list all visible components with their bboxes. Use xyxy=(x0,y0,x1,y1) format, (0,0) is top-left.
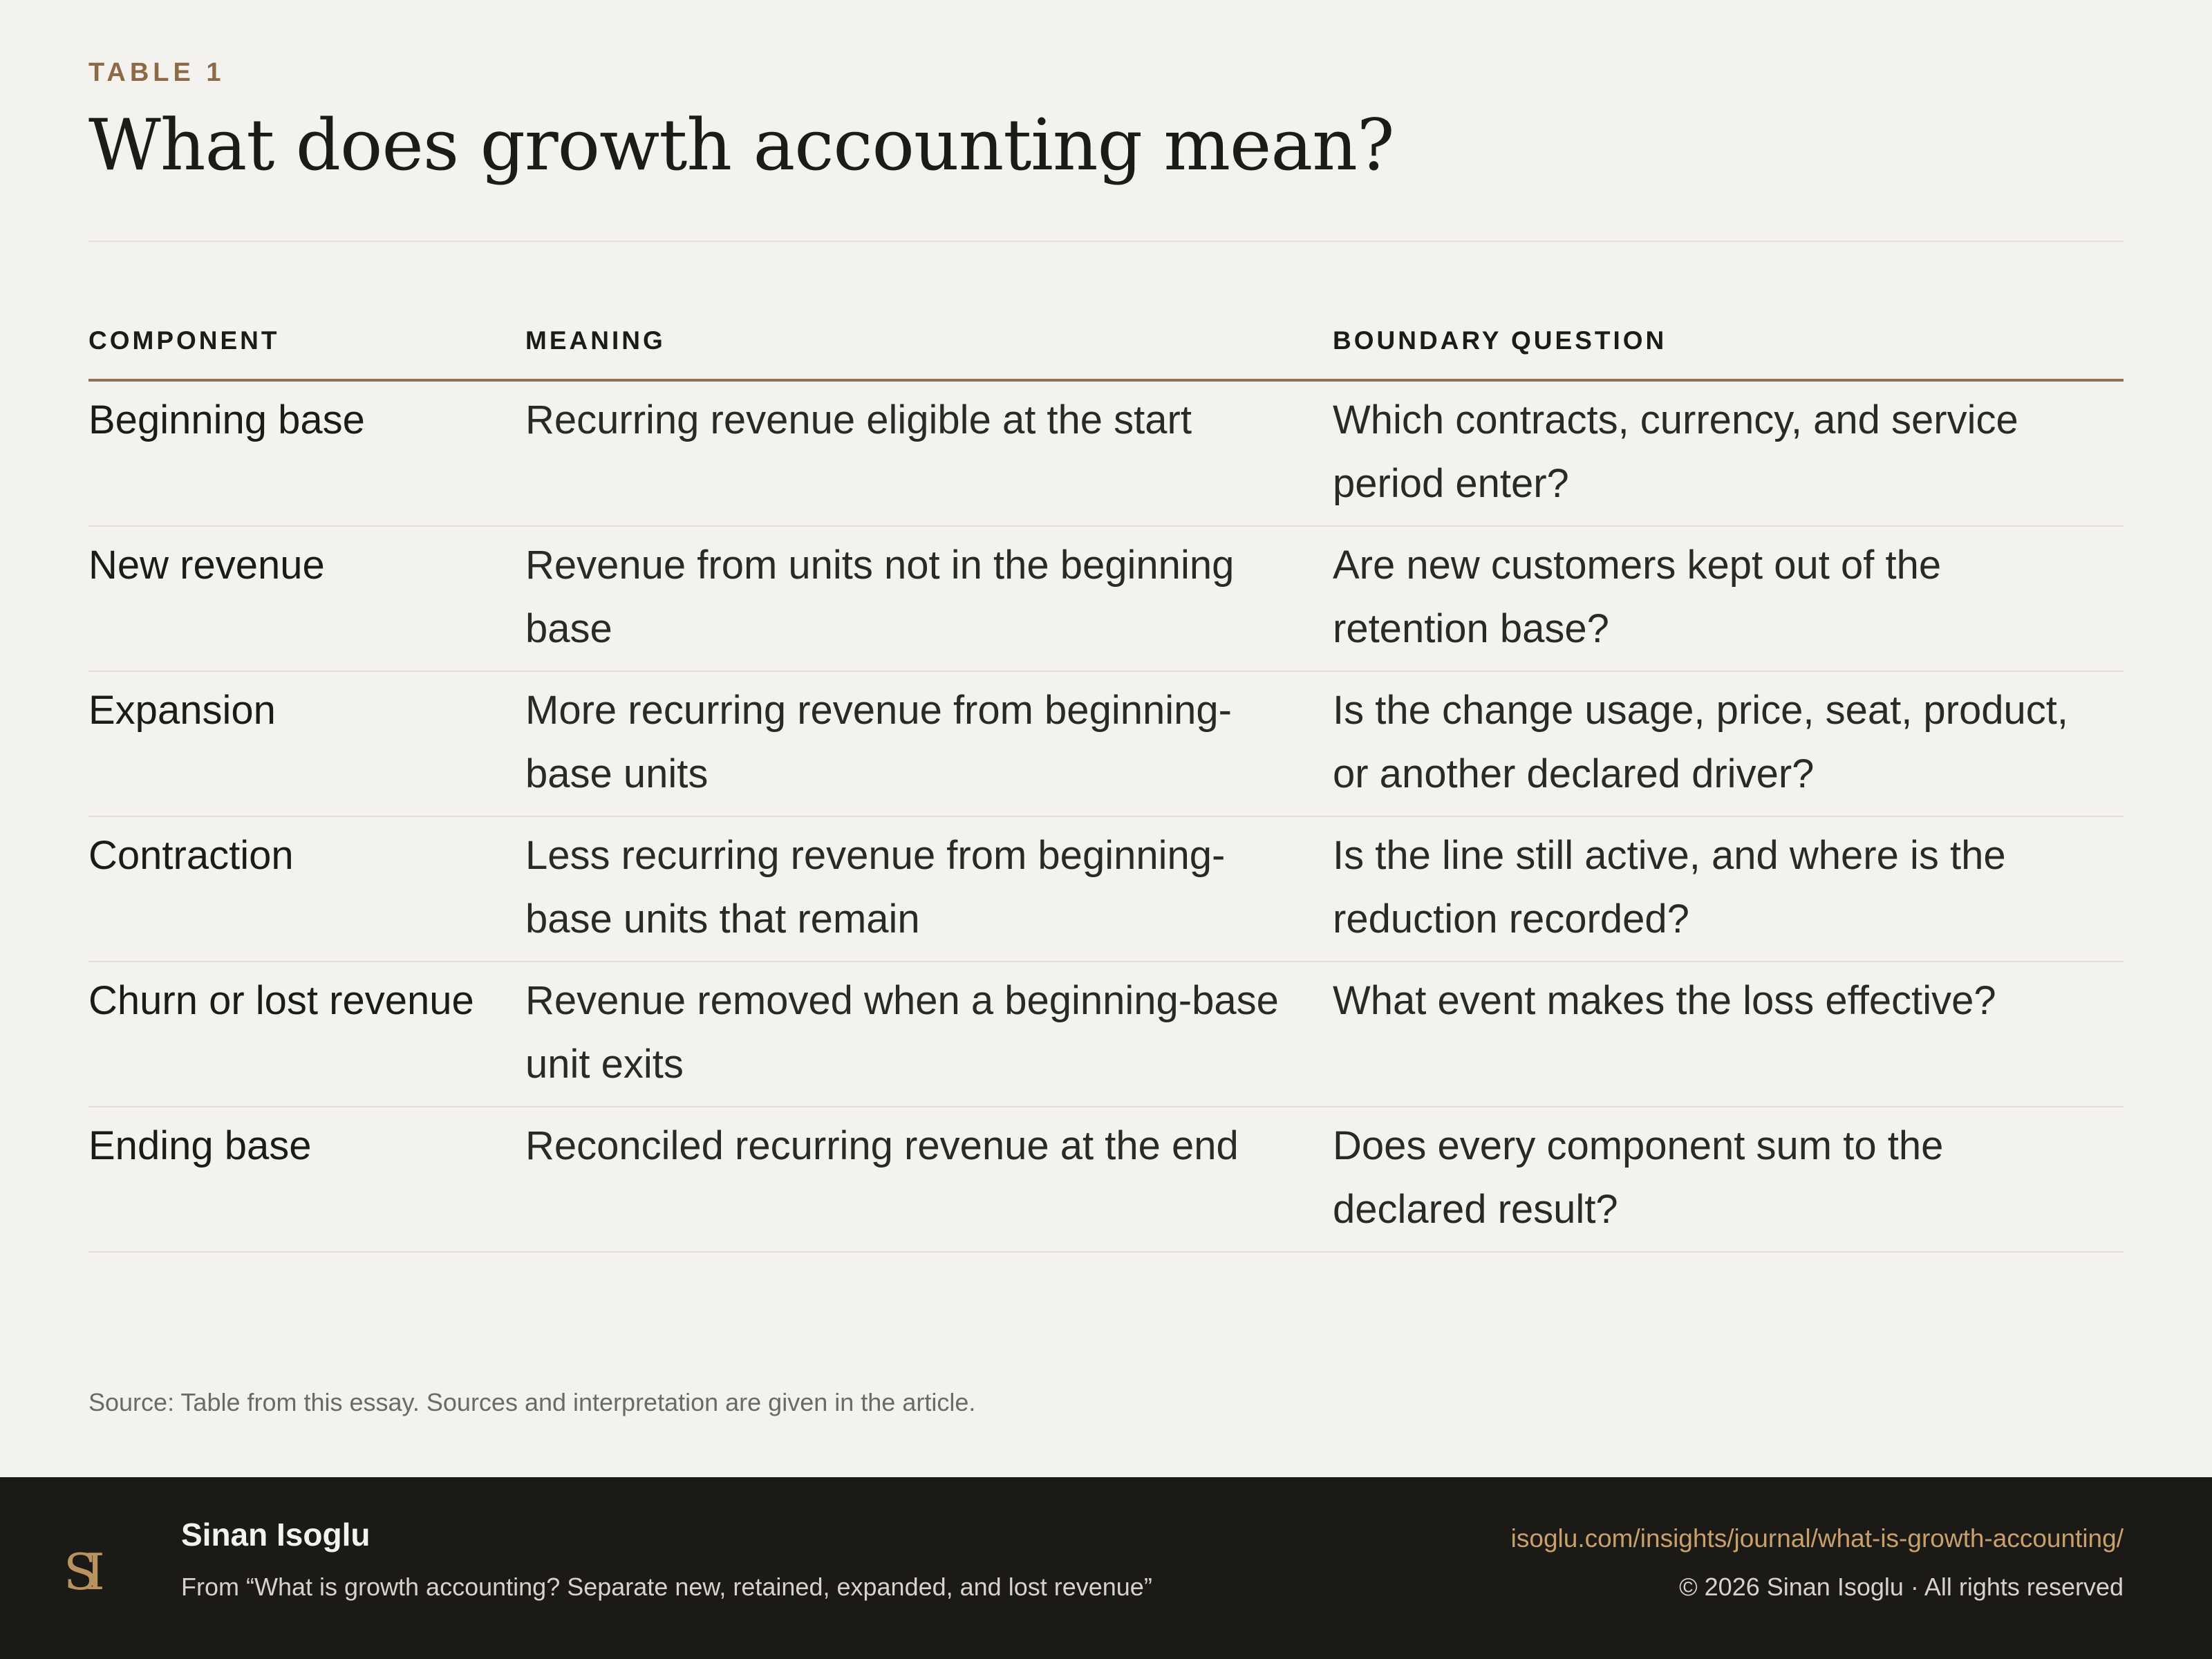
table-row xyxy=(88,1107,2124,1252)
component-cell: Expansion xyxy=(88,671,525,816)
question-cell: What event makes the loss effective? xyxy=(1333,962,2124,1107)
column-header-component: COMPONENT xyxy=(88,325,525,380)
title-divider xyxy=(88,241,2124,242)
column-header-meaning: MEANING xyxy=(525,325,1333,380)
component-cell: Churn or lost revenue xyxy=(88,962,525,1107)
monogram-logo: SI xyxy=(64,1543,93,1601)
question-cell: Are new customers kept out of the retention base? xyxy=(1333,526,2124,671)
footer xyxy=(0,1477,2212,1659)
table-row xyxy=(88,671,2124,816)
author-name: Sinan Isoglu xyxy=(181,1517,371,1553)
table-row xyxy=(88,816,2124,962)
article-reference: From “What is growth accounting? Separate new, retained, expanded, and lost revenue” xyxy=(181,1573,1152,1601)
meaning-cell: Reconciled recurring revenue at the end xyxy=(525,1107,1333,1252)
component-cell: Contraction xyxy=(88,816,525,962)
column-header-boundary-question: BOUNDARY QUESTION xyxy=(1333,325,2124,380)
meaning-cell: Less recurring revenue from beginning-base units that remain xyxy=(525,816,1333,962)
page-title: What does growth accounting mean? xyxy=(88,104,1394,187)
meaning-cell: Recurring revenue eligible at the start xyxy=(525,380,1333,526)
article-link[interactable]: isoglu.com/insights/journal/what-is-growth-accounting/ xyxy=(1510,1524,2124,1553)
meaning-cell: Revenue from units not in the beginning base xyxy=(525,526,1333,671)
component-cell: Ending base xyxy=(88,1107,525,1252)
copyright-notice: © 2026 Sinan Isoglu · All rights reserved xyxy=(1679,1573,2124,1601)
question-cell: Is the change usage, price, seat, product, or another declared driver? xyxy=(1333,671,2124,816)
meaning-cell: Revenue removed when a beginning-base unit exits xyxy=(525,962,1333,1107)
table-header-row xyxy=(88,325,2124,380)
question-cell: Does every component sum to the declared result? xyxy=(1333,1107,2124,1252)
table-row xyxy=(88,380,2124,526)
question-cell: Is the line still active, and where is the reduction recorded? xyxy=(1333,816,2124,962)
table-row xyxy=(88,526,2124,671)
table-row xyxy=(88,962,2124,1107)
table-eyebrow: TABLE 1 xyxy=(88,58,225,87)
source-note: Source: Table from this essay. Sources and interpretation are given in the article. xyxy=(88,1388,976,1416)
question-cell: Which contracts, currency, and service period enter? xyxy=(1333,380,2124,526)
meaning-cell: More recurring revenue from beginning-base units xyxy=(525,671,1333,816)
component-cell: Beginning base xyxy=(88,380,525,526)
growth-accounting-table xyxy=(88,325,2124,1253)
component-cell: New revenue xyxy=(88,526,525,671)
